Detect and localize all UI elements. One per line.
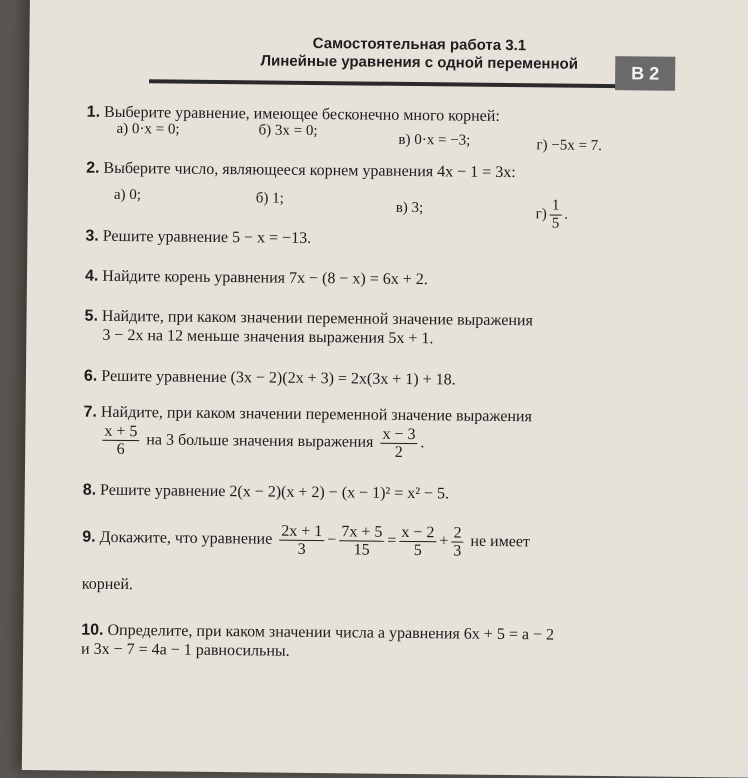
denominator: 6 [116,440,125,459]
task-3 [85,227,311,248]
task-9-line-2 [82,575,133,595]
numerator: 7x + 5 [339,523,384,541]
task-10 [81,621,554,664]
task-number: 9. [82,528,96,546]
denominator: 5 [413,542,422,560]
task-number: 1. [86,103,101,121]
task-text: Выберите уравнение, имеющее бесконечно много корней: [103,103,500,125]
task-2-option-d: г) $\frac{1}{5}$ . [535,197,569,232]
variant-badge: В 2 [615,56,675,91]
fraction [380,426,417,461]
task-7-line-2: $\frac{x + 5}{6}$ на 3 больше значения выражения $\frac{x - 3}{2}$ . [99,423,425,461]
task-number: 6. [83,367,98,385]
task-1-option-a: а) 0·x = 0; [116,120,180,138]
task-text-tail: не имеет [470,532,531,551]
task-number: 10. [81,621,104,639]
option-label: г) [535,206,547,223]
worksheet-header [159,33,679,74]
task-text: Выберите число, являющееся корнем уравнения 4x − 1 = 3x: [103,159,516,182]
task-number: 7. [83,403,98,421]
task-text-line-1: Найдите, при каком значении переменной значение выражения [101,307,533,330]
task-text: Найдите корень уравнения 7x − (8 − x) = 6x + 2. [102,267,428,289]
task-number: 3. [85,227,99,245]
textbook-page [22,0,748,778]
numerator: 2 [451,524,463,542]
fraction [550,197,562,232]
denominator: 15 [353,541,370,559]
task-text: Решите уравнение (3x − 2)(2x + 3) = 2x(3x + 1) + 18. [101,367,456,389]
fraction [451,524,463,559]
denominator: 2 [394,443,403,461]
worksheet-title: Самостоятельная работа 3.1 [312,34,527,55]
task-text-line-1: Определите, при каком значении числа a уравнения 6x + 5 = a − 2 [107,621,555,644]
numerator: x − 2 [399,524,436,542]
task-number: 5. [84,307,99,325]
task-number: 4. [84,267,99,285]
task-number: 2. [86,159,100,177]
fraction [399,524,436,559]
denominator: 3 [453,542,462,560]
task-text-line-1: Найдите, при каком значении переменной значение выражения [100,403,532,426]
fraction [279,523,324,558]
denominator: 3 [297,540,306,558]
fraction [339,523,384,558]
fraction [102,423,139,458]
numerator: 2x + 1 [279,523,324,541]
task-text-tail-2: корней. [81,575,134,594]
task-9: 9. Докажите, что уравнение $\frac{2x + 1}{3}$ − $\frac{7x + 5}{15}$ = $\frac{x - 2}{5}$ + $\frac{2}{3}$ не имеет [82,522,531,560]
numerator: x + 5 [102,423,139,441]
page-shadow [742,0,748,778]
task-text-line-2: 3 − 2x на 12 меньше значения выражения 5x + 1. [102,326,434,348]
task-1-option-c: в) 0·x = −3; [398,131,471,149]
task-2-option-b: б) 1; [255,190,284,207]
denominator: 5 [551,215,560,232]
numerator: 1 [550,197,562,215]
task-2 [86,159,516,182]
task-1-option-d: г) −5x = 7. [536,137,603,154]
task-text-lead: Докажите, что уравнение [99,528,273,548]
task-number: 8. [82,481,97,499]
task-text: Решите уравнение 2(x − 2)(x + 2) − (x − 1)² = x² − 5. [100,481,450,503]
header-divider [149,79,629,88]
task-text-middle: на 3 больше значения выражения [146,431,374,451]
task-6 [84,367,456,390]
task-5 [84,307,533,350]
numerator: x − 3 [380,426,417,444]
worksheet-subtitle: Линейные уравнения с одной переменной [260,52,579,73]
task-2-option-a: а) 0; [113,186,142,204]
task-4 [85,267,428,290]
task-1-option-b: б) 3x = 0; [258,122,318,140]
task-text-line-2: и 3x − 7 = 4a − 1 равносильны. [81,640,290,660]
task-8 [83,481,450,504]
task-2-option-c: в) 3; [395,199,424,217]
task-text: Решите уравнение 5 − x = −13. [102,227,312,247]
